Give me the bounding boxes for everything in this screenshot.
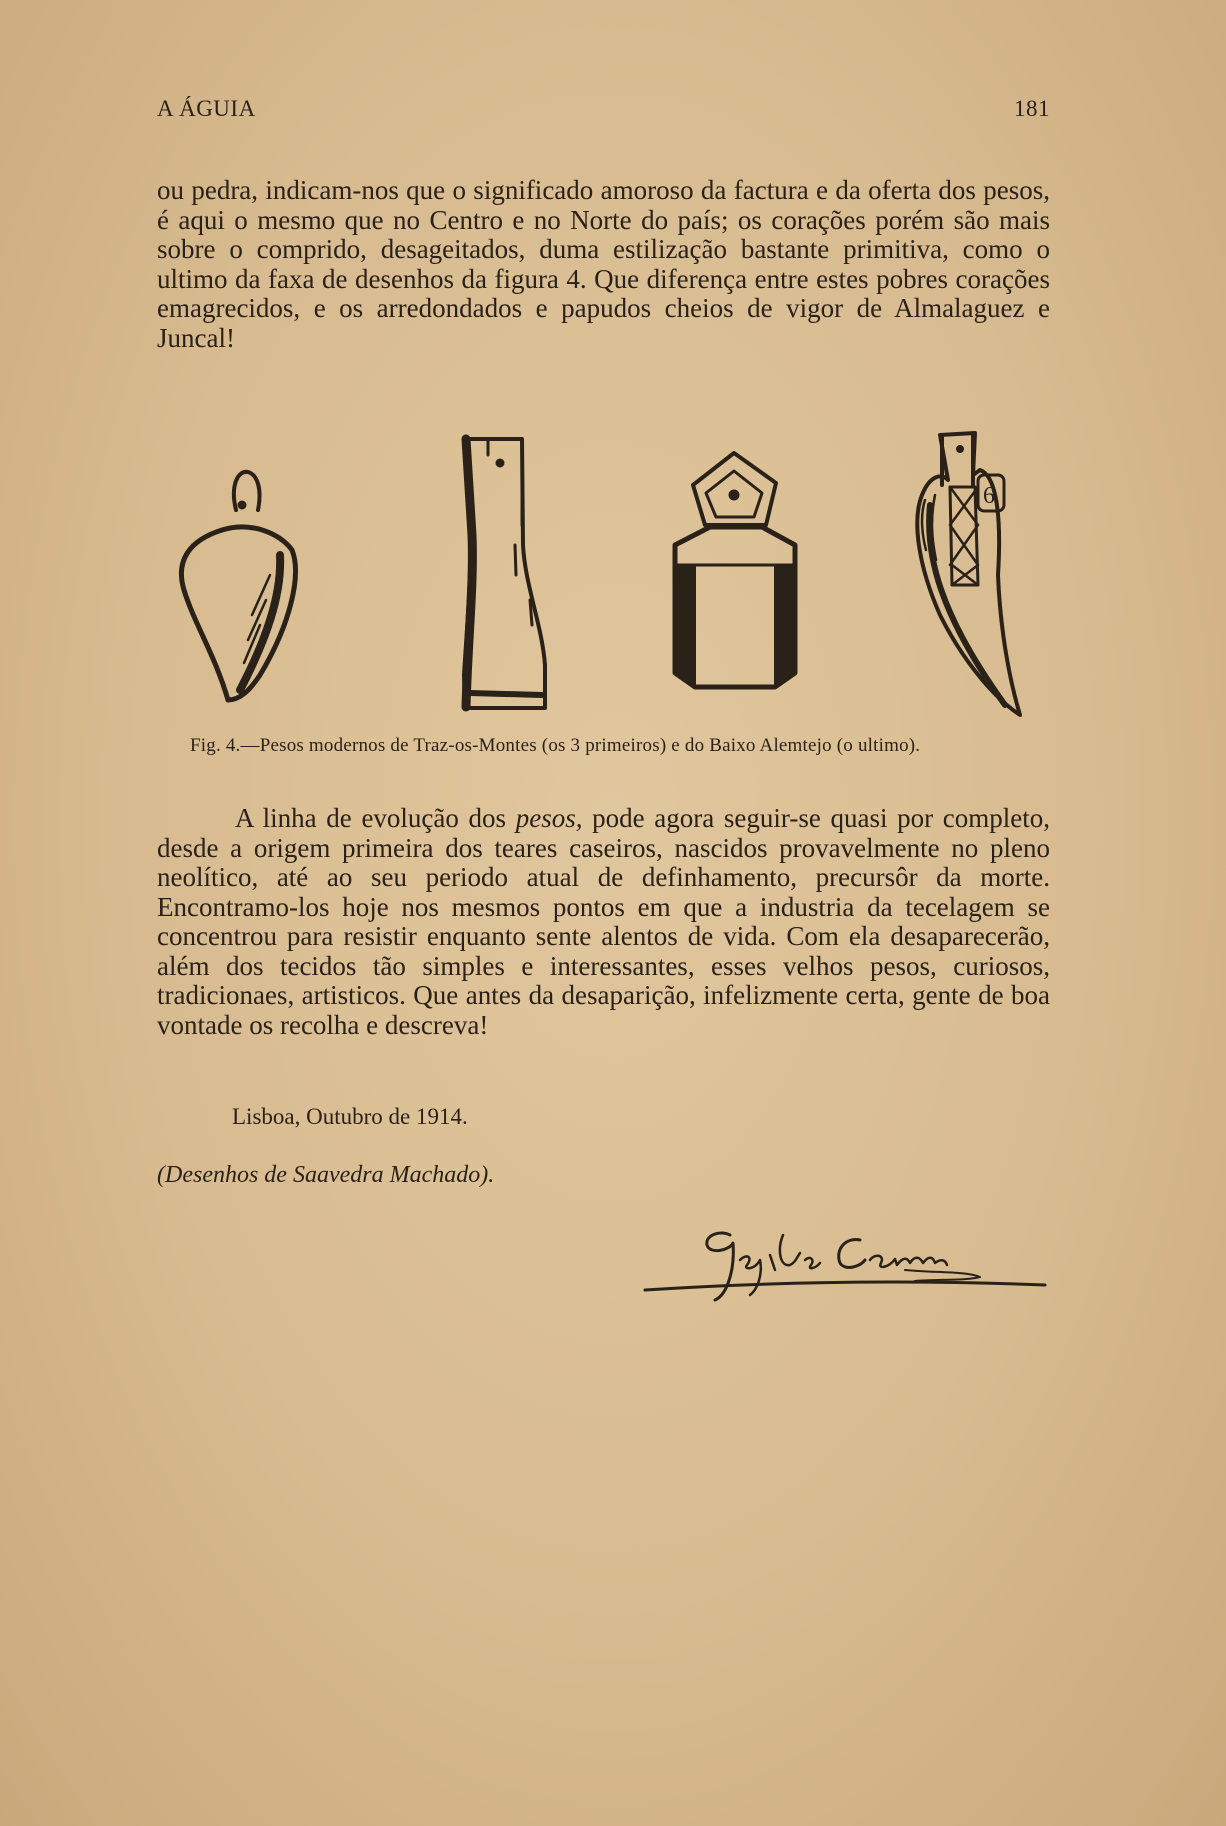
paragraph-2: [157, 804, 1050, 1040]
weight-4-mark: 6: [983, 483, 995, 509]
prism-weight-drawing: [675, 453, 795, 687]
paragraph-2-rest: pode agora seguir-se quasi por completo, desde a origem primeira dos teares caseiros, nascidos provavelmente no pleno neolítico, até ao seu periodo atual de definhamento, precursôr da morte. Encontramo-los hoje nos mesmos pontos em que a industria da tecelagem se concentrou para resistir enquanto sente alentos de vida. Com ela desaparecerão, além dos tecidos tão simples e interessantes, esses velhos pesos, curiosos, tradicionaes, artisticos. Que antes da desaparição, infelizmente certa, gente de boa vontade os recolha e descreva!: [157, 803, 1050, 1040]
horn-weight-drawing: [917, 433, 1020, 715]
figure-caption: Fig. 4.—Pesos modernos de Traz-os-Montes (os 3 primeiros) e do Baixo Alemtejo (o ultimo).: [190, 735, 921, 756]
author-signature: [635, 1215, 1055, 1305]
flat-weight-drawing: [464, 439, 545, 708]
paragraph-2-emphasis: pesos,: [515, 803, 583, 833]
heart-weight-drawing: [181, 472, 295, 700]
paragraph-2-start: A linha de evolução dos: [235, 803, 516, 833]
page-number: 181: [1014, 96, 1050, 121]
signature-drawing: [635, 1215, 1055, 1305]
journal-title: A ÁGUIA: [157, 96, 256, 121]
paragraph-1: ou pedra, indicam-nos que o significado amoroso da factura e da oferta dos pesos, é aqui o mesmo que no Centro e no Norte do país; os corações porém são mais sobre o comprido, desageitados, duma estilização bastante primitiva, como o ultimo da faxa de desenhos da figura 4. Que diferença entre estes pobres corações emagrecidos, e os arredondados e papudos cheios de vigor de Almalaguez e Juncal!: [157, 175, 1050, 353]
place-date: Lisboa, Outubro de 1914.: [232, 1104, 468, 1129]
drawing-credits: (Desenhos de Saavedra Machado).: [157, 1162, 495, 1188]
figure-4-illustration: [170, 425, 1050, 725]
loom-weights-drawing: [170, 425, 1050, 725]
